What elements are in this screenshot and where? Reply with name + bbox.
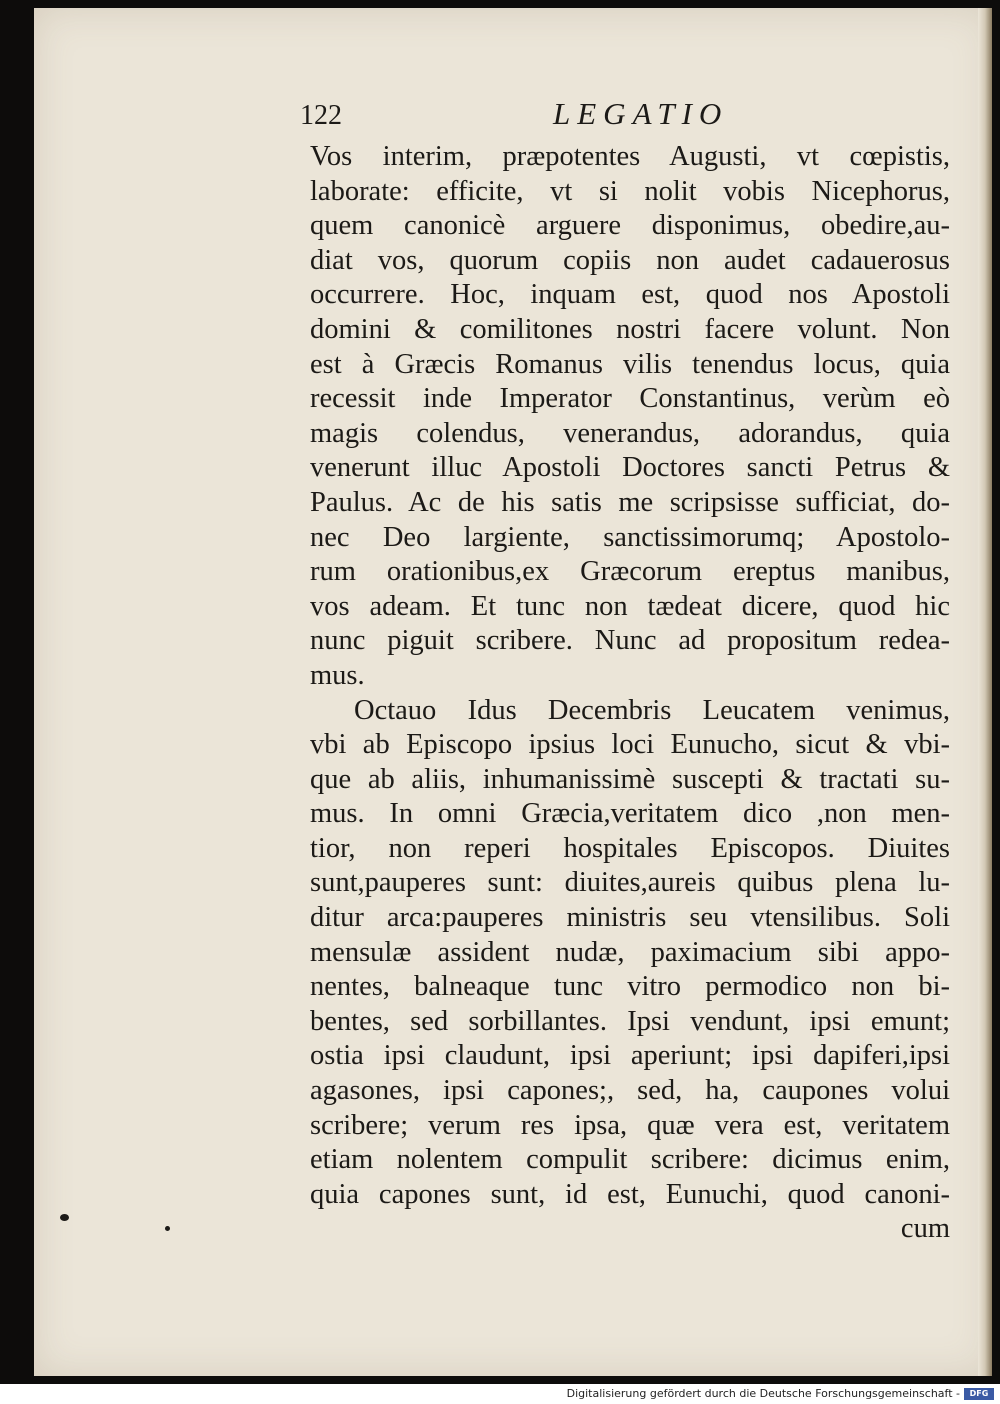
text-line: sunt,pauperes sunt: diuites,aureis quibus plena lu-: [310, 867, 950, 899]
text-line: mus.: [310, 659, 365, 691]
text-line: domini & comilitones nostri facere volunt. Non: [310, 313, 950, 345]
text-line: bentes, sed sorbillantes. Ipsi vendunt, ipsi emunt;: [310, 1005, 950, 1037]
text-line: quia capones sunt, id est, Eunuchi, quod canoni-: [310, 1178, 950, 1210]
text-line: etiam nolentem compulit scribere: dicimus enim,: [310, 1144, 950, 1176]
text-line: nec Deo largiente, sanctissimorumq; Apostolo-: [310, 521, 950, 553]
text-line: tior, non reperi hospitales Episcopos. Diuites: [310, 832, 950, 864]
catchword: cum: [900, 1213, 950, 1245]
text-line: magis colendus, venerandus, adorandus, quia: [310, 417, 950, 449]
text-line: diat vos, quorum copiis non audet cadauerosus: [310, 244, 950, 276]
text-line: laborate: efficite, vt si nolit vobis Nicephorus,: [310, 175, 950, 207]
page-number: 122: [300, 100, 342, 131]
text-line: est à Græcis Romanus vilis tenendus locus, quia: [310, 348, 950, 380]
text-line: rum orationibus,ex Græcorum ereptus manibus,: [310, 556, 950, 588]
text-line: nentes, balneaque tunc vitro permodico non bi-: [310, 971, 950, 1003]
text-line: que ab aliis, inhumanissimè suscepti & tractati su-: [310, 763, 950, 795]
text-line: mensulæ assident nudæ, paximacium sibi appo-: [310, 936, 950, 968]
text-line: mus. In omni Græcia,veritatem dico ,non men-: [310, 798, 950, 830]
paragraph-first-line: Octauo Idus Decembris Leucatem venimus,: [354, 694, 950, 726]
text-line: Paulus. Ac de his satis me scripsisse sufficiat, do-: [310, 486, 950, 518]
dfg-logo: DFG: [964, 1388, 994, 1400]
text-line: vbi ab Episcopo ipsius loci Eunucho, sicut & vbi-: [310, 729, 950, 761]
text-line: ditur arca:pauperes ministris seu vtensilibus. Soli: [310, 902, 950, 934]
ink-speck: [165, 1226, 170, 1231]
text-line: Vos interim, præpotentes Augusti, vt cœpistis,: [310, 141, 950, 172]
digitization-footer: [0, 1384, 1000, 1404]
text-line: agasones, ipsi capones;, sed, ha, caupones volui: [310, 1075, 950, 1107]
page-edge-shadow: [978, 8, 992, 1376]
page-header: [300, 96, 760, 140]
text-line: recessit inde Imperator Constantinus, verùm eò: [310, 383, 950, 415]
funding-note: Digitalisierung gefördert durch die Deutsche Forschungsgemeinschaft -: [566, 1387, 960, 1400]
text-line: vos adeam. Et tunc non tædeat dicere, quod hic: [310, 590, 950, 622]
text-line: quem canonicè arguere disponimus, obedire,au-: [310, 210, 950, 242]
text-line: occurrere. Hoc, inquam est, quod nos Apostoli: [310, 279, 950, 311]
text-line: nunc piguit scribere. Nunc ad propositum redea-: [310, 625, 950, 657]
text-line: venerunt illuc Apostoli Doctores sancti Petrus &: [310, 452, 950, 484]
body-text: [310, 140, 950, 1247]
running-title: LEGATIO: [553, 96, 729, 131]
text-line: ostia ipsi claudunt, ipsi aperiunt; ipsi dapiferi,ipsi: [310, 1040, 950, 1072]
ink-speck: [60, 1214, 69, 1221]
text-line: scribere; verum res ipsa, quæ vera est, veritatem: [310, 1109, 950, 1141]
